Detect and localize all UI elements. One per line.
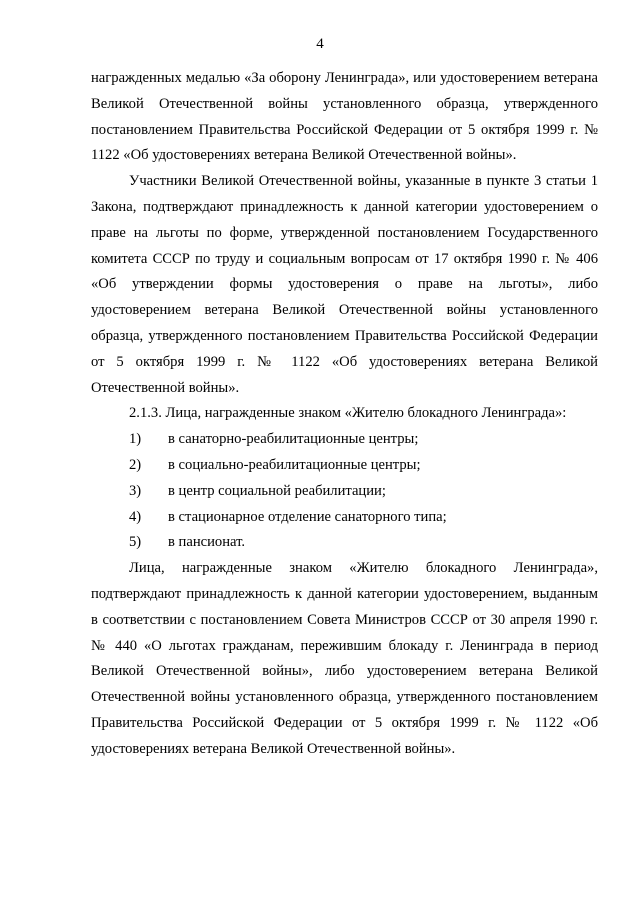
list-item xyxy=(91,530,598,556)
list-item-text: в социально-реабилитационные центры; xyxy=(168,456,421,473)
paragraph-medal-holders: награжденных медалью «За оборону Ленинграда», или удостоверением ветерана Великой Отечественной войны установленного образца, утвержденного постановлением Правительства Российской Федерации от 5 октября 1999 г. № 1122 «Об удостоверениях ветерана Великой Отечественной войны». xyxy=(91,70,598,164)
page-number: 4 xyxy=(316,36,324,52)
list-item-number: 3) xyxy=(129,482,142,499)
list-item-number: 4) xyxy=(129,508,142,525)
section-heading-2-1-3: 2.1.3. Лица, награжденные знаком «Жителю блокадного Ленинграда»: xyxy=(129,405,567,422)
list-item-text: в центр социальной реабилитации; xyxy=(168,482,386,499)
list-item xyxy=(91,427,598,453)
list-item-text: в пансионат. xyxy=(168,534,246,551)
paragraph-blockade-residents: Лица, награжденные знаком «Жителю блокадного Ленинграда», подтверждают принадлежность к данной категории удостоверением, выданным в соответствии с постановлением Совета Министров СССР от 30 апреля 1990 г. № 440 «О льготах гражданам, пережившим блокаду г. Ленинграда в период Великой Отечественной войны», либо удостоверением ветерана Великой Отечественной войны установленного образца, утвержденного постановлением Правительства Российской Федерации от 5 октября 1999 г. № 1122 «Об удостоверениях ветерана Великой Отечественной войны». xyxy=(91,560,598,757)
list-item-number: 2) xyxy=(129,456,142,473)
list-item-text: в санаторно-реабилитационные центры; xyxy=(168,431,419,448)
institution-list xyxy=(91,427,598,556)
list-item-number: 1) xyxy=(129,431,142,448)
list-item xyxy=(91,479,598,505)
list-item-number: 5) xyxy=(129,534,142,551)
paragraph-war-participants: Участники Великой Отечественной войны, указанные в пункте 3 статьи 1 Закона, подтверждают принадлежность к данной категории удостоверением о праве на льготы по форме, утвержденной постановлением Государственного комитета СССР по труду и социальным вопросам от 17 октября 1990 г. № 406 «Об утверждении формы удостоверения о праве на льготы», либо удостоверением ветерана Великой Отечественной войны установленного образца, утвержденного постановлением Правительства Российской Федерации от 5 октября 1999 г. № 1122 «Об удостоверениях ветерана Великой Отечественной войны». xyxy=(91,173,598,396)
document-body xyxy=(91,66,598,763)
list-item-text: в стационарное отделение санаторного типа; xyxy=(168,508,447,525)
list-item xyxy=(91,505,598,531)
list-item xyxy=(91,453,598,479)
